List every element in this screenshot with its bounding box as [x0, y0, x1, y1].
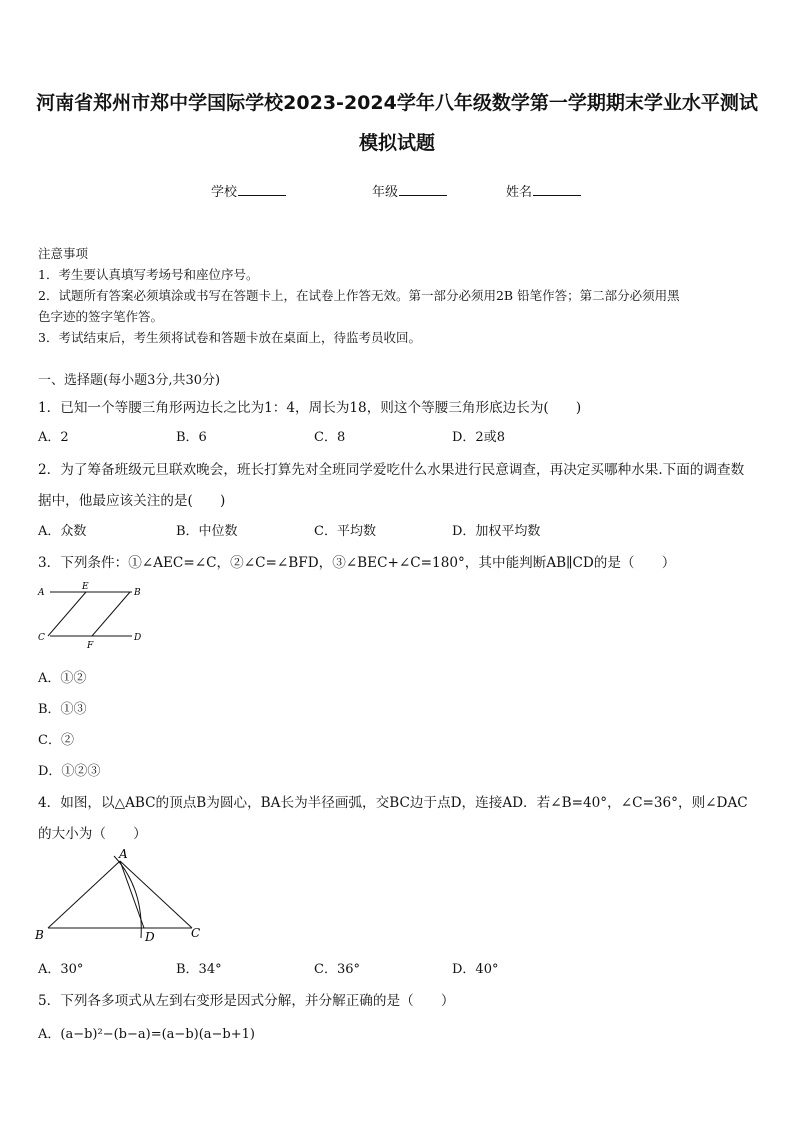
grade-blank [399, 182, 447, 196]
q1-option-d: D．2或8 [452, 430, 505, 445]
line-ec [48, 592, 86, 636]
notes-item: 3．考试结束后，考生须将试卷和答题卡放在桌面上，待监考员收回。 [38, 330, 421, 345]
name-field [506, 181, 581, 200]
q1-option-c: C．8 [314, 430, 346, 445]
section-heading: 一、选择题(每小题3分,共30分) [38, 373, 221, 388]
question-2-stem-cont: 据中，他最应该关注的是( ) [38, 493, 226, 509]
q3-option-d: D．①②③ [38, 764, 101, 779]
name-blank [533, 182, 581, 196]
notes-item: 1．考生要认真填写考场号和座位序号。 [38, 267, 259, 282]
q2-option-c: C．平均数 [314, 524, 376, 539]
label-d: D [134, 633, 142, 643]
page-subtitle: 模拟试题 [358, 132, 435, 154]
q2-option-b: B．中位数 [176, 524, 238, 539]
q3-option-a: A．①② [38, 671, 87, 686]
label-b: B [35, 928, 44, 942]
q3-option-b: B．①③ [38, 702, 87, 717]
q4-option-b: B．34° [176, 962, 222, 977]
line-bf [92, 592, 130, 636]
label-c: C [191, 926, 201, 940]
triangle-figure [32, 846, 212, 946]
q1-option-a: A．2 [38, 430, 69, 445]
side-ba [48, 861, 120, 928]
school-label: 学校 [211, 185, 238, 200]
notes-item: 2．试题所有答案必须填涂或书写在答题卡上，在试卷上作答无效。第一部分必须用2B 铅笔作答；第二部分必须用黑 [38, 288, 680, 303]
side-ac [120, 861, 192, 928]
notes-item: 色字迹的签字笔作答。 [38, 309, 164, 324]
question-4-stem-cont: 的大小为（ ） [38, 826, 147, 842]
label-a: A [119, 847, 128, 861]
label-f: F [87, 641, 94, 650]
question-4-stem: 4．如图，以△ABC的顶点B为圆心，BA长为半径画弧，交BC边于点D，连接AD．若∠B=40°，∠C=36°，则∠DAC [38, 795, 748, 811]
parallelogram-figure [36, 580, 148, 650]
q4-option-d: D．40° [452, 962, 499, 977]
q4-option-a: A．30° [38, 962, 84, 977]
grade-label: 年级 [372, 185, 399, 200]
q2-option-d: D．加权平均数 [452, 524, 541, 539]
question-1-stem: 1．已知一个等腰三角形两边长之比为1：4，周长为18，则这个等腰三角形底边长为( ) [38, 400, 582, 416]
q4-option-c: C．36° [314, 962, 360, 977]
page-title: 河南省郑州市郑中学国际学校2023-2024学年八年级数学第一学期期末学业水平测试 [36, 92, 758, 114]
label-c: C [38, 633, 45, 643]
name-label: 姓名 [506, 185, 533, 200]
question-2-stem: 2．为了筹备班级元旦联欢晚会，班长打算先对全班同学爱吃什么水果进行民意调查，再决定买哪种水果.下面的调查数 [38, 462, 745, 478]
label-a: A [38, 588, 45, 598]
question-5-stem: 5．下列各多项式从左到右变形是因式分解，并分解正确的是（ ） [38, 993, 455, 1009]
q5-option-a: A．(a−b)²−(b−a)=(a−b)(a−b+1) [38, 1027, 255, 1042]
school-field [211, 181, 286, 200]
grade-field [372, 181, 447, 200]
label-b: B [134, 588, 141, 598]
question-3-stem: 3．下列条件：①∠AEC=∠C，②∠C=∠BFD，③∠BEC+∠C=180°，其中能判断AB∥CD的是（ ） [38, 555, 676, 571]
q3-option-c: C．② [38, 733, 74, 748]
label-e: E [82, 582, 89, 592]
label-d: D [145, 930, 155, 944]
school-blank [238, 182, 286, 196]
q2-option-a: A．众数 [38, 524, 87, 539]
notes-heading: 注意事项 [38, 246, 89, 261]
q1-option-b: B．6 [176, 430, 207, 445]
